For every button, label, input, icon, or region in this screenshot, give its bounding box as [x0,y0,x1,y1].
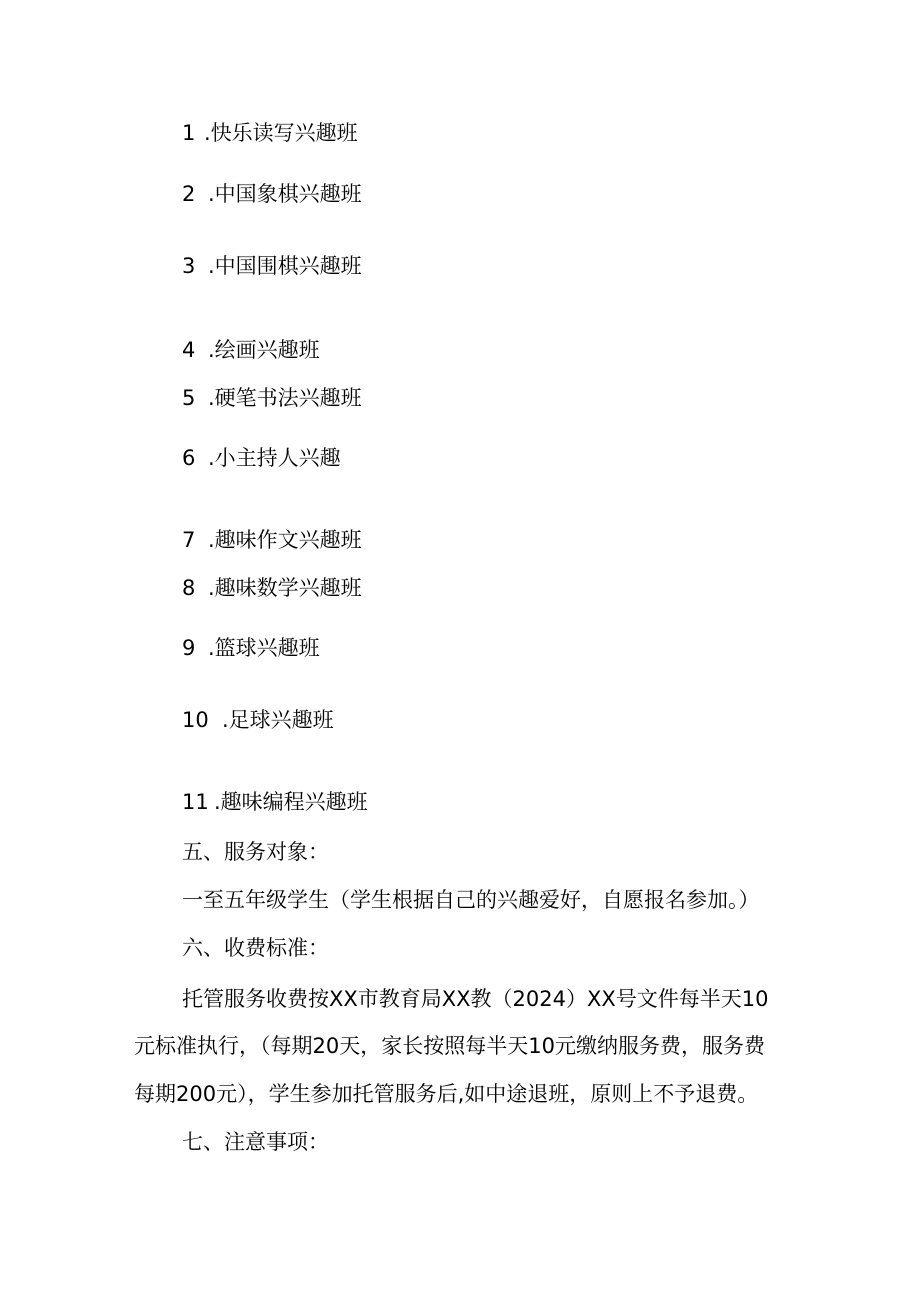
list-item [182,444,341,472]
item-number: 6 [182,446,196,470]
list-item [182,706,334,734]
list-item [182,526,362,554]
item-number: 1 [182,121,196,145]
list-item [182,788,368,816]
item-number: 4 [182,338,196,362]
list-item [182,634,320,662]
item-number: 10 [182,708,209,732]
item-text: .足球兴趣班 [222,708,334,732]
item-number: 2 [182,182,196,206]
item-text: .中国象棋兴趣班 [208,182,362,206]
list-item [182,119,358,147]
item-number: 3 [182,254,196,278]
item-text: .趣味数学兴趣班 [208,576,362,600]
section-5-body: 一至五年级学生（学生根据自己的兴趣爱好，自愿报名参加。） [182,888,760,912]
section-6-body-line: 每期200元），学生参加托管服务后,如中途退班，原则上不予退费。 [134,1082,759,1106]
section-6-body-line: 元标准执行，（每期20天，家长按照每半天10元缴纳服务费，服务费 [134,1034,765,1058]
item-number: 8 [182,576,196,600]
list-item [182,336,320,364]
item-text: .趣味作文兴趣班 [208,528,362,552]
list-item [182,384,362,412]
section-6-heading: 六、收费标准： [182,936,329,960]
item-text: .中国围棋兴趣班 [208,254,362,278]
item-text: .篮球兴趣班 [208,636,320,660]
item-number: 7 [182,528,196,552]
section-7-heading: 七、注意事项： [182,1130,329,1154]
item-text: .趣味编程兴趣班 [214,790,368,814]
section-5-heading: 五、服务对象： [182,840,329,864]
item-text: .绘画兴趣班 [208,338,320,362]
item-text: .小主持人兴趣 [208,446,341,470]
item-number: 5 [182,386,196,410]
list-item [182,252,362,280]
list-item [182,180,362,208]
section-6-body-line: 托管服务收费按XX市教育局XX教（2024）XX号文件每半天10 [182,987,769,1011]
item-number: 11 [182,790,209,814]
item-text: .硬笔书法兴趣班 [208,386,362,410]
item-text: .快乐读写兴趣班 [204,121,358,145]
item-number: 9 [182,636,196,660]
list-item [182,574,362,602]
